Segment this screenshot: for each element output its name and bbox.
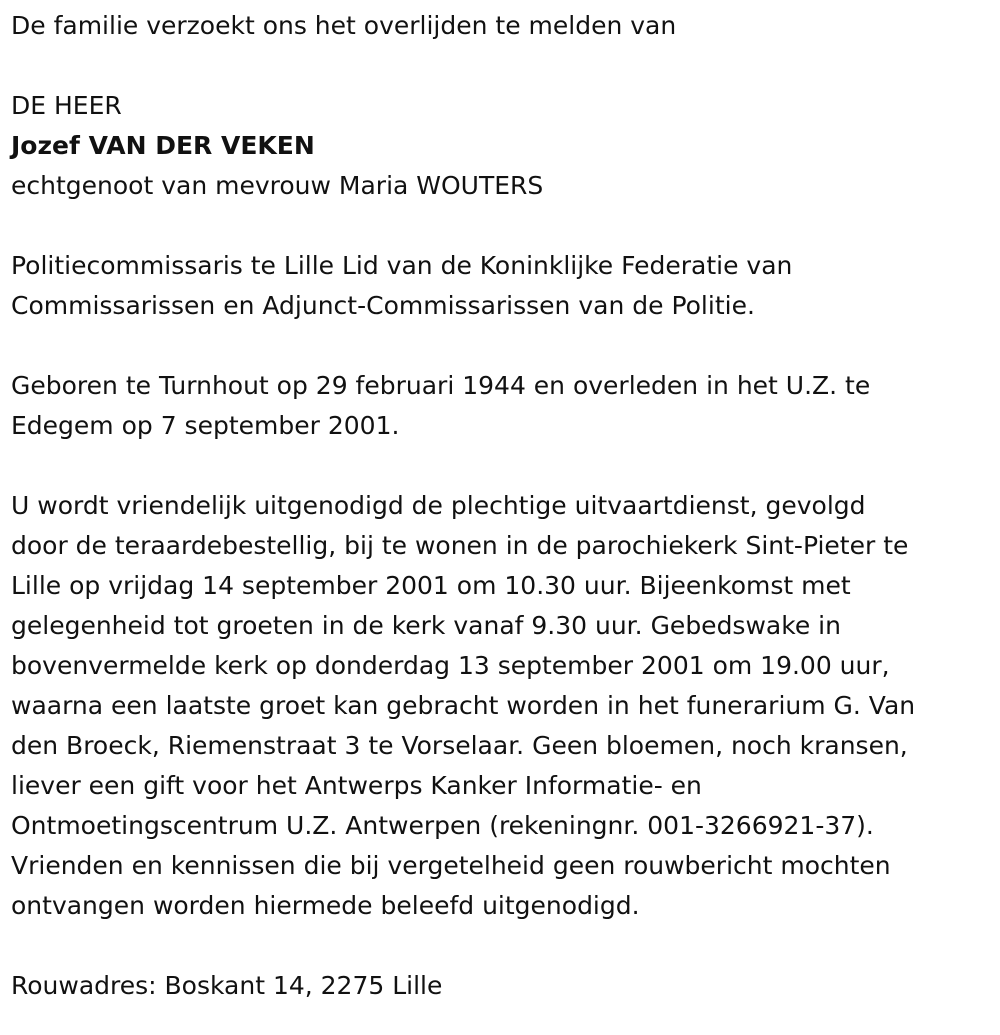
- funeral-line: liever een gift voor het Antwerps Kanker Informatie- en: [11, 771, 702, 800]
- funeral-line: gelegenheid tot groeten in de kerk vanaf 9.30 uur. Gebedswake in: [11, 611, 841, 640]
- funeral-paragraph: [11, 486, 1000, 926]
- funeral-line: Ontmoetingscentrum U.Z. Antwerpen (rekeningnr. 001-3266921-37).: [11, 811, 874, 840]
- spouse-text: echtgenoot van mevrouw Maria WOUTERS: [11, 171, 544, 200]
- funeral-line: Vrienden en kennissen die bij vergetelheid geen rouwbericht mochten: [11, 851, 891, 880]
- birth-death-line: Geboren te Turnhout op 29 februari 1944 en overleden in het U.Z. te: [11, 371, 871, 400]
- funeral-line: door de teraardebestellig, bij te wonen in de parochiekerk Sint-Pieter te: [11, 531, 909, 560]
- funeral-line: Lille op vrijdag 14 september 2001 om 10.30 uur. Bijeenkomst met: [11, 571, 851, 600]
- profession-line: Politiecommissaris te Lille Lid van de Koninklijke Federatie van: [11, 251, 793, 280]
- funeral-line: bovenvermelde kerk op donderdag 13 september 2001 om 19.00 uur,: [11, 651, 890, 680]
- intro-text: De familie verzoekt ons het overlijden te melden van: [11, 11, 677, 40]
- spacer: [11, 326, 1000, 366]
- spacer: [11, 926, 1000, 966]
- funeral-line: waarna een laatste groet kan gebracht worden in het funerarium G. Van: [11, 691, 916, 720]
- spacer: [11, 46, 1000, 86]
- spacer: [11, 206, 1000, 246]
- mourning-address: Rouwadres: Boskant 14, 2275 Lille: [11, 971, 443, 1000]
- spacer: [11, 446, 1000, 486]
- funeral-line: den Broeck, Riemenstraat 3 te Vorselaar. Geen bloemen, noch kransen,: [11, 731, 908, 760]
- birth-death-line: Edegem op 7 september 2001.: [11, 411, 400, 440]
- funeral-line: ontvangen worden hiermede beleefd uitgenodigd.: [11, 891, 640, 920]
- salutation: DE HEER: [11, 91, 122, 120]
- birth-death-paragraph: [11, 366, 1000, 446]
- profession-paragraph: [11, 246, 1000, 326]
- profession-line: Commissarissen en Adjunct-Commissarissen van de Politie.: [11, 291, 755, 320]
- funeral-line: U wordt vriendelijk uitgenodigd de plechtige uitvaartdienst, gevolgd: [11, 491, 866, 520]
- deceased-name: Jozef VAN DER VEKEN: [11, 131, 315, 160]
